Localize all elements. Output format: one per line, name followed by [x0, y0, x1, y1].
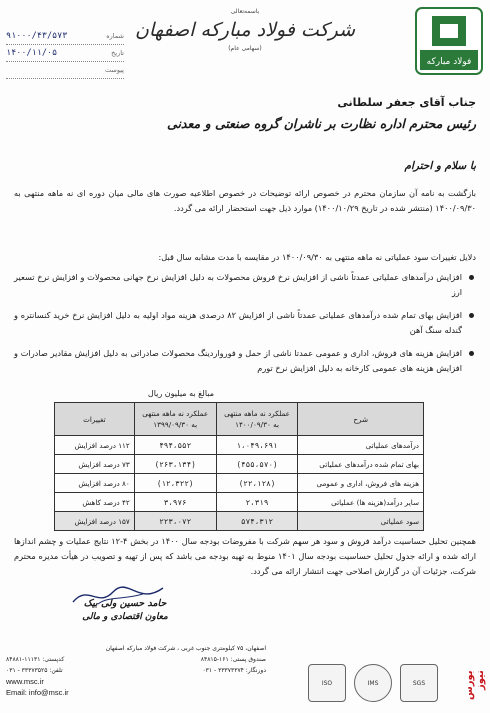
footer-postal: صندوق پستی: ۱۶۱-۸۴۸۱۵ [200, 656, 266, 663]
row-desc: بهای تمام شده درآمدهای عملیاتی [298, 455, 424, 474]
list-item: افزایش درآمدهای عملیاتی عمدتاً ناشی از افزایش نرخ فروش محصولات به دلیل افزایش نرخ جهانی محصولات و افزایش نرخ تسعیر ارز [14, 270, 476, 300]
list-item: افزایش بهای تمام شده درآمدهای عملیاتی عمدتاً ناشی از افزایش ۸۲ درصدی هزینه مواد اولیه به دلیل افزایش نرخ خرید کنسانتره و گندله سنگ آهن [14, 308, 476, 338]
cert-logo-icon: IMS [354, 664, 392, 702]
date-label: تاریخ [111, 49, 124, 57]
row-desc: سود عملیاتی [298, 512, 424, 531]
paragraph-intro: بازگشت به نامه آن سازمان محترم در خصوص ارائه توضیحات در خصوص اطلاعیه صورت های مالی میان دوره ای نه ماهه منتهی به ۱۴۰۰/۰۹/۳۰ (منتشر شده در تاریخ ۱۴۰۰/۱۰/۲۹) موارد ذیل جهت استحضار ارائه می گردد. [14, 188, 476, 213]
row-1400: ۵۷۴،۳۱۲ [216, 512, 298, 531]
table-header-row [55, 403, 424, 436]
paragraph-sensitivity: همچنین تحلیل حساسیت درآمد فروش و سود هر سهم شرکت با مفروضات بودجه سال ۱۴۰۰ در بخش ۴-۱۲ نتایج عملیات و چشم اندازها ارائه شده و ارائه جدول تحلیل حساسیت بودجه سال ۱۴۰۱ منوط به تهیه بودجه می باشد که پس از تهیه و تصویب در هیأت مدیره محترم شرکت، جزئیات آن در گزارش اصلاحی جهت انتشار ارائه می گردد. [14, 536, 476, 576]
number-value: ۹۱۰۰۰/۴۳/۵۷۳ [6, 31, 68, 41]
header-change: تغییرات [55, 403, 135, 436]
company-type: (سهامی عام) [228, 45, 262, 52]
table-row [55, 436, 424, 455]
meta-attachment [6, 62, 124, 79]
signature-scrawl-icon [68, 582, 168, 610]
list-item: افزایش هزینه های فروش، اداری و عمومی عمدتا ناشی از حمل و فورواردینگ محصولات صادراتی به دلیل افزایش مقادیر صادرات و افزایش هزینه های عمومی کارخانه به دلیل افزایش نرخ تورم [14, 346, 476, 376]
row-desc: سایر درآمد(هزینه ها) عملیاتی [298, 493, 424, 512]
amount-unit-note: مبالغ به میلیون ریال [147, 389, 214, 398]
row-1400: ۱،۰۴۹،۶۹۱ [216, 436, 298, 455]
signatory-title: معاون اقتصادی و مالی [82, 612, 168, 622]
footer-postcode: کدپستی: ۱۱۱۳۱-۸۴۸۸۱ [6, 656, 65, 663]
row-1399: ۲۲۳،۰۷۲ [134, 512, 216, 531]
row-change: ۷۳ درصد افزایش [55, 455, 135, 474]
footer-website[interactable]: www.msc.ir [6, 677, 44, 686]
date-value: ۱۴۰۰/۱۱/۰۵ [6, 48, 58, 58]
addressee-title: رئیس محترم اداره نظارت بر ناشران گروه صنعتی و معدنی [167, 116, 476, 131]
certification-logos [308, 664, 438, 702]
footer-fax: دورنگار: ۳۳۳۷۳۳۷۴ - ۰۳۱ [202, 667, 266, 674]
greeting: با سلام و احترام [404, 160, 476, 172]
row-change: ۸۰ درصد افزایش [55, 474, 135, 493]
row-1399: (۲۶۳،۱۳۴) [134, 455, 216, 474]
paragraph-reasons: دلایل تغییرات سود عملیاتی نه ماهه منتهی به ۱۴۰۰/۰۹/۳۰ در مقایسه با مدت مشابه سال قبل: [158, 252, 476, 262]
basmala: باسمه‌تعالی [230, 8, 260, 15]
footer-email[interactable]: Email: info@msc.ir [6, 688, 69, 697]
letterhead [130, 8, 360, 52]
footer-address: اصفهان، ۷۵ کیلومتری جنوب غربی ، شرکت فولاد مبارکه اصفهان [105, 645, 266, 652]
addressee-name: جناب آقای جعفر سلطانی [337, 96, 476, 109]
signature-block [60, 598, 190, 622]
footer-tel: تلفن: ۳۳۳۷۳۵۲۵ - ۰۳۱ [6, 667, 63, 674]
row-desc: هزینه های فروش، اداری و عمومی [298, 474, 424, 493]
row-desc: درآمدهای عملیاتی [298, 436, 424, 455]
reasons-list [14, 270, 476, 384]
row-change: ۱۱۲ درصد افزایش [55, 436, 135, 455]
letter-footer [6, 643, 266, 698]
row-1399: (۱۲،۳۲۲) [134, 474, 216, 493]
meta-number [6, 28, 124, 45]
row-change: ۱۵۷ درصد افزایش [55, 512, 135, 531]
number-label: شماره [106, 32, 124, 40]
row-1399: ۴۹۴،۵۵۲ [134, 436, 216, 455]
header-1400: عملکرد نه ماهه منتهی به ۱۴۰۰/۰۹/۳۰ [216, 403, 298, 436]
table-row [55, 474, 424, 493]
operating-profit-table [54, 402, 424, 531]
attachment-label: پیوست [105, 66, 124, 74]
row-change: ۴۲ درصد کاهش [55, 493, 135, 512]
logo-text: فولاد مبارکه [426, 57, 472, 67]
watermark: بورس نیوز [464, 670, 486, 700]
meta-date [6, 45, 124, 62]
signatory-name: حامد حسین ولی بیک [83, 598, 167, 609]
row-1400: ۲،۳۱۹ [216, 493, 298, 512]
header-desc: شرح [298, 403, 424, 436]
row-1399: ۳،۹۷۶ [134, 493, 216, 512]
letter-meta [6, 28, 124, 79]
foolad-mobarakeh-logo [414, 6, 484, 76]
header-1399: عملکرد نه ماهه منتهی به ۱۳۹۹/۰۹/۳۰ [134, 403, 216, 436]
company-name: شرکت فولاد مبارکه اصفهان [134, 19, 356, 41]
cert-logo-icon: ISO [308, 664, 346, 702]
cert-logo-icon: SGS [400, 664, 438, 702]
table-row-total [55, 512, 424, 531]
row-1400: (۴۵۵،۵۷۰) [216, 455, 298, 474]
row-1400: (۲۲،۱۲۸) [216, 474, 298, 493]
table-row [55, 455, 424, 474]
table-row [55, 493, 424, 512]
